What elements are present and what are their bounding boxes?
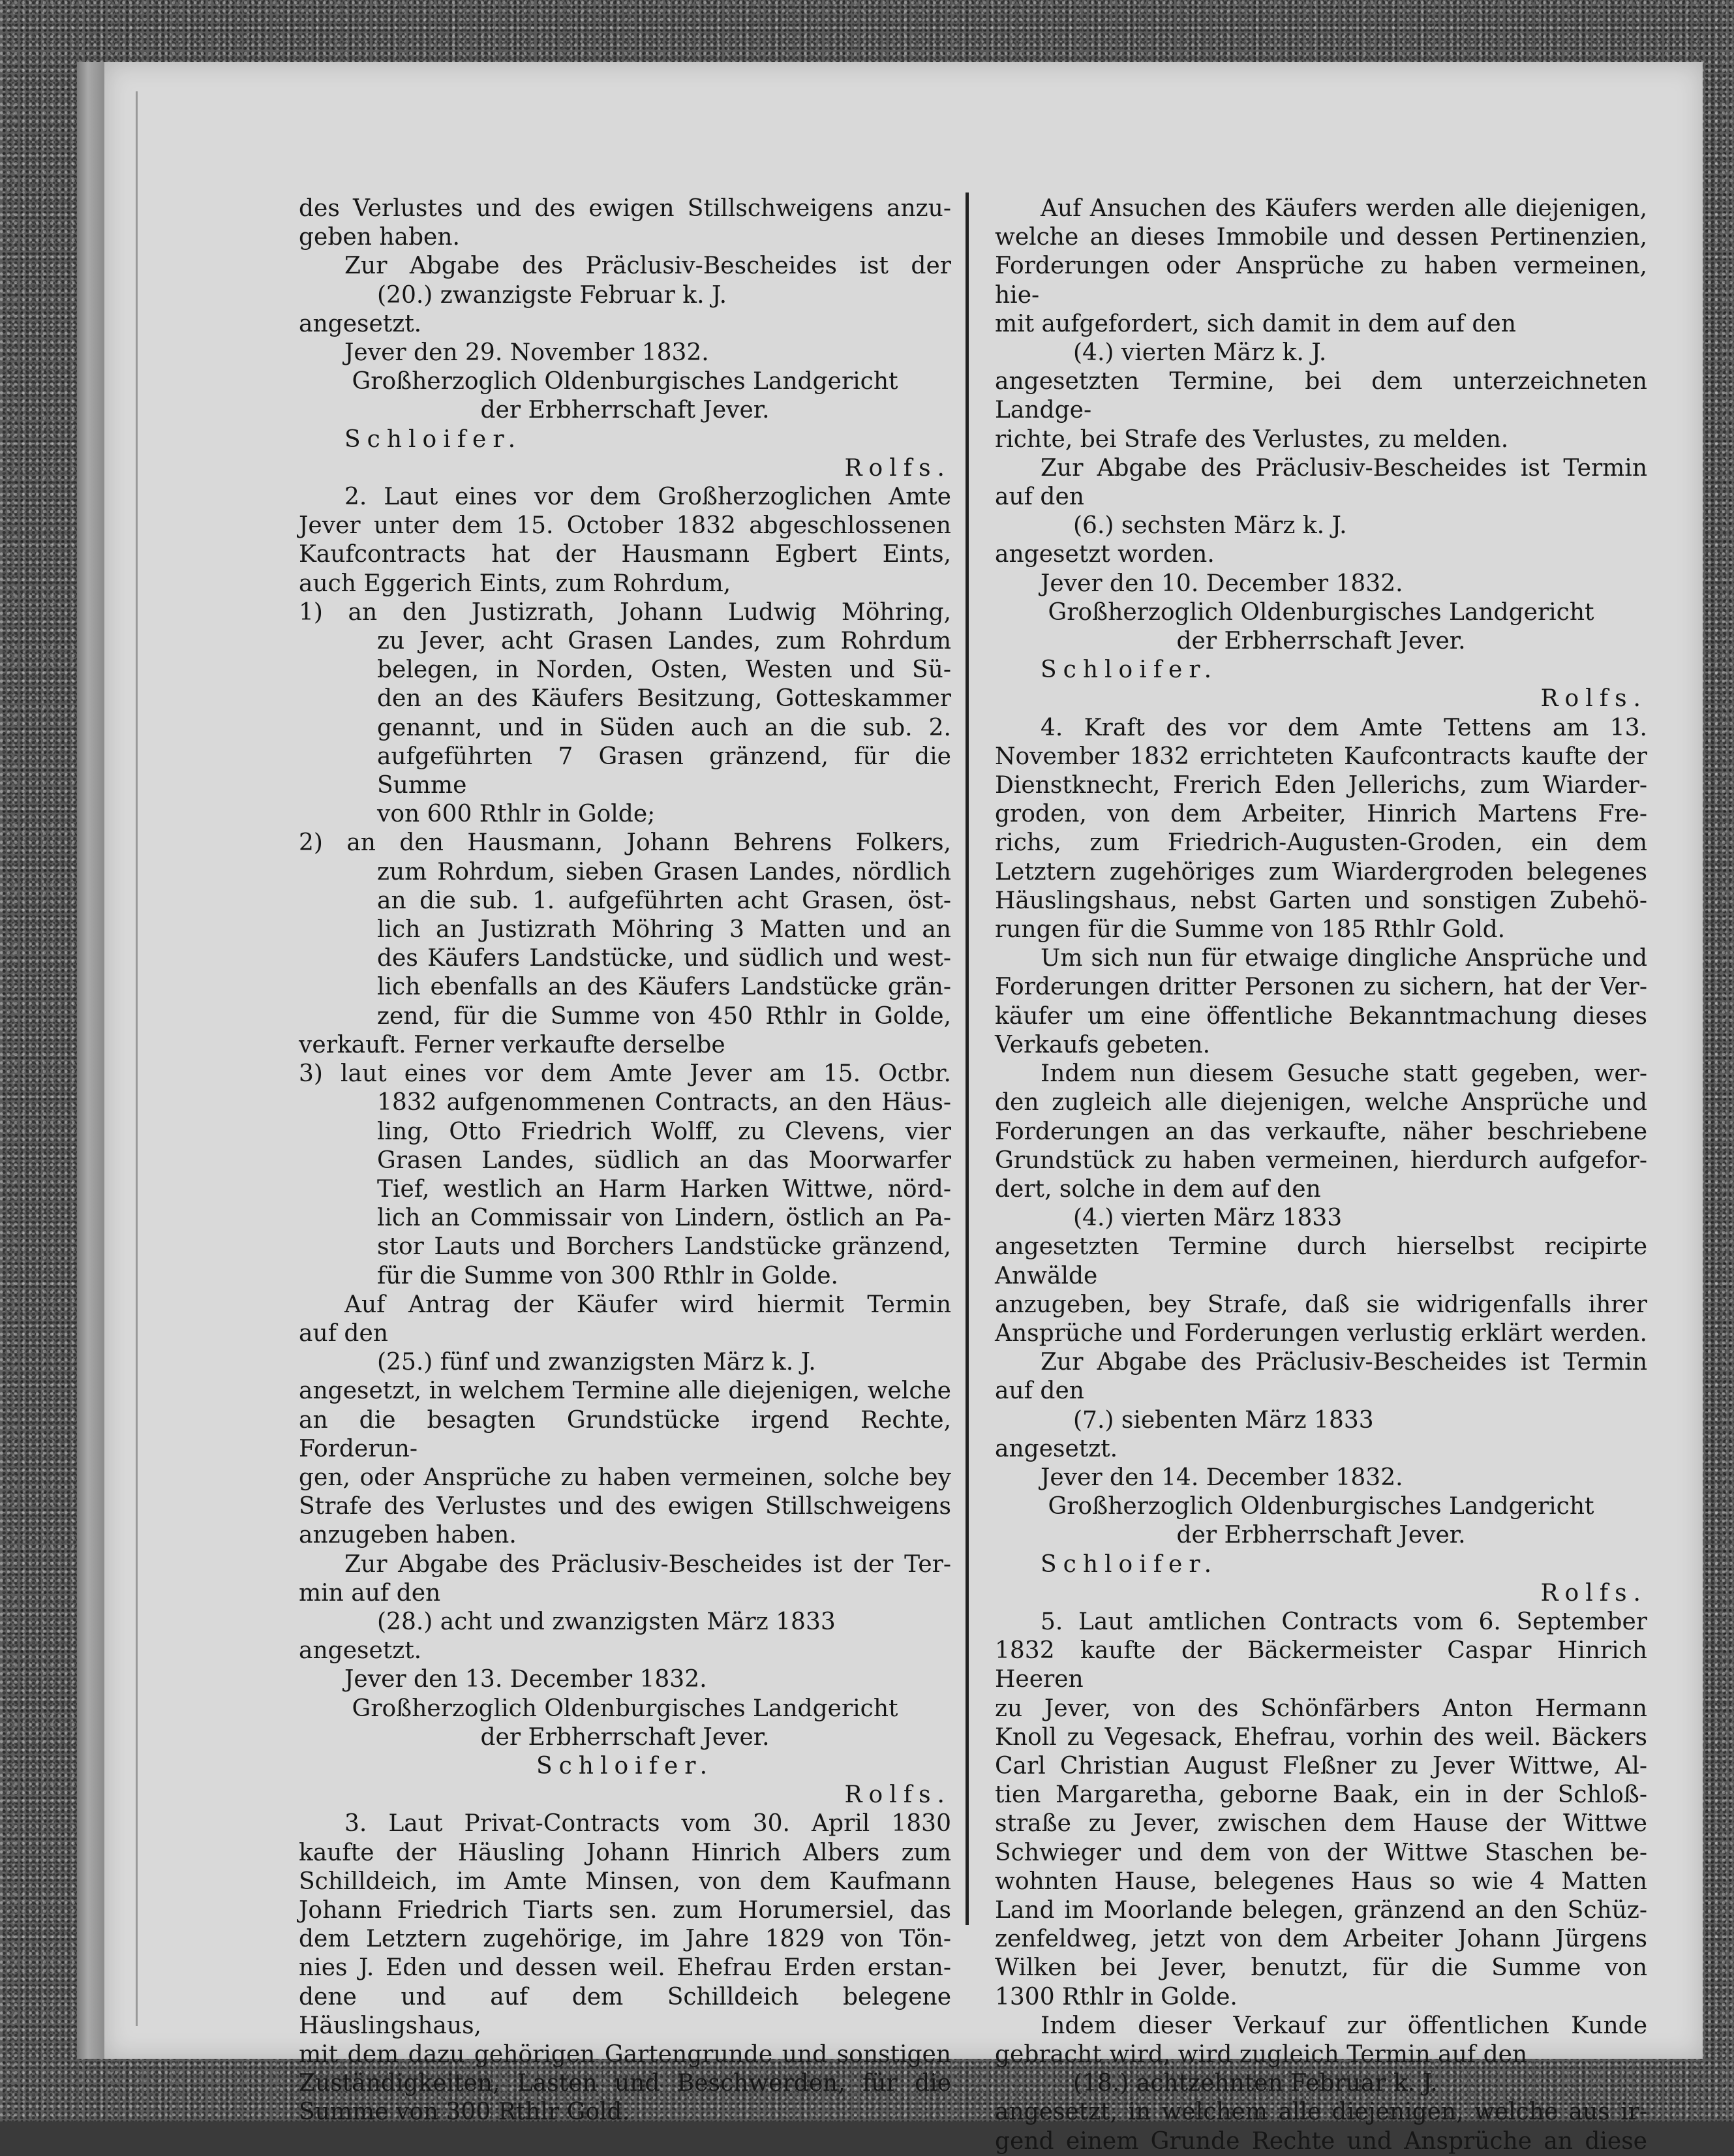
text-line: zum Rohrdum, sieben Grasen Landes, nördlich: [377, 858, 951, 886]
text-line: Schloifer.: [1041, 1550, 1219, 1578]
text-line: Tief, westlich an Harm Harken Wittwe, nörd-: [377, 1175, 951, 1203]
text-line: Forderungen an das verkaufte, näher beschriebene: [995, 1118, 1647, 1145]
text-line: 1300 Rthlr in Golde.: [995, 1983, 1238, 2010]
text-line: 2) an den Hausmann, Johann Behrens Folkers,: [299, 829, 951, 857]
text-line: auf den: [995, 484, 1084, 511]
text-line: kaufte der Häusling Johann Hinrich Albers zum: [299, 1839, 951, 1866]
binding-edge: [77, 62, 104, 2059]
text-line: des Käufers Landstücke, und südlich und west-: [377, 945, 951, 972]
text-line: geben haben.: [299, 224, 460, 251]
text-line: Forderungen dritter Personen zu sichern, hat der Ver-: [995, 974, 1647, 1001]
text-line: (4.) vierten März 1833: [1073, 1205, 1343, 1232]
text-line: 3. Laut Privat-Contracts vom 30. April 1830: [344, 1810, 951, 1838]
text-line: genannt, und in Süden auch an die sub. 2.: [377, 714, 951, 741]
text-line: zu Jever, von des Schönfärbers Anton Hermann: [995, 1695, 1647, 1722]
text-line: Rolfs.: [1540, 685, 1647, 713]
text-line: (7.) siebenten März 1833: [1073, 1406, 1374, 1434]
text-line: Wilken bei Jever, benutzt, für die Summe von: [995, 1954, 1647, 1982]
text-line: welche an dieses Immobile und dessen Pertinenzien,: [995, 224, 1647, 251]
text-line: (4.) vierten März k. J.: [1073, 339, 1327, 367]
text-line: der Erbherrschaft Jever.: [480, 1723, 770, 1751]
text-line: Rolfs.: [844, 1781, 951, 1809]
text-line: 4. Kraft des vor dem Amte Tettens am 13.: [1041, 714, 1647, 741]
text-line: Kaufcontracts hat der Hausmann Egbert Eints,: [299, 541, 951, 568]
text-line: Großherzoglich Oldenburgisches Landgericht: [1048, 1493, 1594, 1520]
text-line: gen, oder Ansprüche zu haben vermeinen, solche bey: [299, 1464, 951, 1491]
text-line: auf den: [995, 1378, 1084, 1405]
text-line: angesetzt.: [299, 310, 422, 337]
text-line: stor Lauts und Borchers Landstücke gränzend,: [377, 1233, 951, 1261]
text-line: dene und auf dem Schilldeich belegene Häuslingshaus,: [299, 1983, 951, 2039]
text-line: Großherzoglich Oldenburgisches Landgericht: [352, 1695, 898, 1722]
text-line: wohnten Hause, belegenes Haus so wie 4 Matten: [995, 1868, 1647, 1895]
text-line: 1832 aufgenommenen Contracts, an den Häus-: [377, 1089, 951, 1116]
text-line: Letztern zugehöriges zum Wiardergroden belegenes: [995, 858, 1647, 886]
text-line: für die Summe von 300 Rthlr in Golde.: [377, 1262, 838, 1289]
text-line: Auf Antrag der Käufer wird hiermit Termin: [344, 1291, 951, 1318]
text-line: Jever unter dem 15. October 1832 abgeschlossenen: [299, 512, 951, 540]
text-line: angesetzten Termine durch hierselbst recipirte Anwälde: [995, 1233, 1647, 1289]
text-line: zenfeldweg, jetzt von dem Arbeiter Johann Jürgens: [995, 1926, 1647, 1953]
text-line: Indem dieser Verkauf zur öffentlichen Kunde: [1041, 2012, 1647, 2039]
text-line: Schilldeich, im Amte Minsen, von dem Kaufmann: [299, 1868, 951, 1895]
text-line: Verkaufs gebeten.: [995, 1031, 1211, 1058]
text-line: den zugleich alle diejenigen, welche Ansprüche und: [995, 1089, 1647, 1116]
text-line: Häuslingshaus, nebst Garten und sonstigen Zubehö-: [995, 887, 1647, 914]
text-line: Grundstück zu haben vermeinen, hierdurch aufgefor-: [995, 1147, 1647, 1174]
text-line: gend einem Grunde Rechte und Ansprüche an diese: [995, 2127, 1647, 2155]
text-line: zu Jever, acht Grasen Landes, zum Rohrdum: [377, 628, 951, 655]
text-line: Zur Abgabe des Präclusiv-Bescheides ist der Ter-: [344, 1550, 951, 1578]
text-line: nies J. Eden und dessen weil. Ehefrau Erden erstan-: [299, 1954, 951, 1982]
text-line: 1) an den Justizrath, Johann Ludwig Möhring,: [299, 598, 951, 626]
text-line: Schwieger und dem von der Wittwe Staschen be-: [995, 1839, 1647, 1866]
text-line: (28.) acht und zwanzigsten März 1833: [377, 1608, 836, 1635]
text-line: auch Eggerich Eints, zum Rohrdum,: [299, 570, 731, 597]
text-line: Knoll zu Vegesack, Ehefrau, vorhin des weil. Bäckers: [995, 1723, 1647, 1751]
text-line: angesetzt, in welchem alle diejenigen, welche aus ir-: [995, 2099, 1647, 2126]
text-line: an die besagten Grundstücke irgend Rechte, Forderun-: [299, 1406, 951, 1462]
text-line: auf den: [299, 1319, 388, 1347]
text-line: Um sich nun für etwaige dingliche Ansprüche und: [1041, 945, 1647, 972]
text-line: anzugeben, bey Strafe, daß sie widrigenfalls ihrer: [995, 1291, 1647, 1318]
text-line: angesetzt, in welchem Termine alle diejenigen, welche: [299, 1378, 951, 1405]
right-text-column: [995, 194, 1647, 2156]
text-line: lich ebenfalls an des Käufers Landstücke grän-: [377, 974, 951, 1001]
text-line: Carl Christian August Fleßner zu Jever Wittwe, Al-: [995, 1752, 1647, 1779]
text-line: gebracht wird, wird zugleich Termin auf den: [995, 2041, 1528, 2068]
column-divider-rule: [966, 192, 969, 1925]
text-line: Auf Ansuchen des Käufers werden alle diejenigen,: [1041, 195, 1647, 222]
text-line: Ansprüche und Forderungen verlustig erklärt werden.: [995, 1319, 1647, 1347]
text-line: dem Letztern zugehörige, im Jahre 1829 von Tön-: [299, 1926, 951, 1953]
text-line: anzugeben haben.: [299, 1522, 517, 1549]
text-line: Rolfs.: [1540, 1579, 1647, 1607]
text-line: (6.) sechsten März k. J.: [1073, 512, 1347, 540]
text-line: Zur Abgabe des Präclusiv-Bescheides ist der: [344, 253, 951, 280]
text-line: tien Margaretha, geborne Baak, ein in der Schloß-: [995, 1781, 1647, 1809]
text-line: groden, von dem Arbeiter, Hinrich Martens Fre-: [995, 801, 1647, 828]
text-line: min auf den: [299, 1579, 441, 1607]
text-line: lich an Justizrath Möhring 3 Matten und an: [377, 916, 951, 944]
text-line: 2. Laut eines vor dem Großherzoglichen Amte: [344, 484, 951, 511]
text-line: Summe von 300 Rthlr Gold.: [299, 2099, 630, 2126]
text-line: angesetzten Termine, bei dem unterzeichneten Landge-: [995, 368, 1647, 424]
text-line: von 600 Rthlr in Golde;: [377, 801, 656, 828]
text-line: Strafe des Verlustes und des ewigen Stillschweigens: [299, 1493, 951, 1520]
text-line: dert, solche in dem auf den: [995, 1175, 1321, 1203]
text-line: angesetzt.: [299, 1637, 422, 1665]
text-line: Indem nun diesem Gesuche statt gegeben, wer-: [1041, 1060, 1647, 1088]
text-line: Schloifer.: [344, 425, 523, 453]
text-line: (20.) zwanzigste Februar k. J.: [377, 281, 727, 309]
text-line: straße zu Jever, zwischen dem Hause der Wittwe: [995, 1810, 1647, 1838]
text-line: verkauft. Ferner verkaufte derselbe: [299, 1031, 725, 1058]
text-line: Schloifer.: [1041, 656, 1219, 684]
text-line: rungen für die Summe von 185 Rthlr Gold.: [995, 916, 1506, 944]
text-line: 3) laut eines vor dem Amte Jever am 15. Octbr.: [299, 1060, 951, 1088]
text-line: Dienstknecht, Frerich Eden Jellerichs, zum Wiarder-: [995, 772, 1647, 799]
text-line: Grasen Landes, südlich an das Moorwarfer: [377, 1147, 951, 1174]
text-line: an die sub. 1. aufgeführten acht Grasen, öst-: [377, 887, 951, 914]
text-line: der Erbherrschaft Jever.: [1176, 1522, 1466, 1549]
text-line: zend, für die Summe von 450 Rthlr in Golde,: [377, 1002, 951, 1030]
text-line: ling, Otto Friedrich Wolff, zu Clevens, vier: [377, 1118, 951, 1145]
text-line: Land im Moorlande belegen, gränzend an den Schüz-: [995, 1896, 1647, 1924]
text-line: 5. Laut amtlichen Contracts vom 6. September: [1041, 1608, 1647, 1635]
text-line: Forderungen oder Ansprüche zu haben vermeinen, hie-: [995, 253, 1647, 309]
text-line: Großherzoglich Oldenburgisches Landgericht: [352, 368, 898, 395]
text-line: Zuständigkeiten, Lasten und Beschwerden, für die: [299, 2070, 951, 2097]
text-line: lich an Commissair von Lindern, östlich an Pa-: [377, 1205, 951, 1232]
text-line: belegen, in Norden, Osten, Westen und Sü-: [377, 656, 951, 684]
text-line: Jever den 10. December 1832.: [1041, 570, 1403, 597]
text-line: Jever den 29. November 1832.: [344, 339, 709, 367]
text-line: 1832 kaufte der Bäckermeister Caspar Hinrich Heeren: [995, 1637, 1647, 1693]
text-line: Schloifer.: [536, 1752, 714, 1779]
text-line: Großherzoglich Oldenburgisches Landgericht: [1048, 598, 1594, 626]
text-line: käufer um eine öffentliche Bekanntmachung dieses: [995, 1002, 1647, 1030]
text-line: richte, bei Strafe des Verlustes, zu melden.: [995, 425, 1509, 453]
text-line: Jever den 13. December 1832.: [344, 1666, 707, 1693]
text-line: angesetzt.: [995, 1435, 1118, 1462]
text-line: des Verlustes und des ewigen Stillschweigens anzu-: [299, 195, 951, 222]
text-line: der Erbherrschaft Jever.: [1176, 628, 1466, 655]
text-line: mit dem dazu gehörigen Gartengrunde und sonstigen: [299, 2041, 951, 2068]
left-text-column: [299, 194, 951, 2127]
text-line: Johann Friedrich Tiarts sen. zum Horumersiel, das: [299, 1896, 951, 1924]
text-line: richs, zum Friedrich-Augusten-Groden, ein dem: [995, 829, 1647, 857]
text-line: mit aufgefordert, sich damit in dem auf den: [995, 310, 1516, 337]
text-line: der Erbherrschaft Jever.: [480, 397, 770, 424]
text-line: Rolfs.: [844, 454, 951, 482]
text-line: (25.) fünf und zwanzigsten März k. J.: [377, 1349, 816, 1376]
text-line: (18.) achtzehnten Februar k. J.: [1073, 2070, 1438, 2097]
text-line: Zur Abgabe des Präclusiv-Bescheides ist Termin: [1041, 1349, 1647, 1376]
text-line: November 1832 errichteten Kaufcontracts kaufte der: [995, 743, 1647, 770]
text-line: angesetzt worden.: [995, 541, 1215, 568]
text-line: den an des Käufers Besitzung, Gotteskammer: [377, 685, 951, 713]
text-line: Jever den 14. December 1832.: [1041, 1464, 1403, 1491]
text-line: Zur Abgabe des Präclusiv-Bescheides ist Termin: [1041, 454, 1647, 482]
text-line: aufgeführten 7 Grasen gränzend, für die Summe: [377, 743, 951, 799]
